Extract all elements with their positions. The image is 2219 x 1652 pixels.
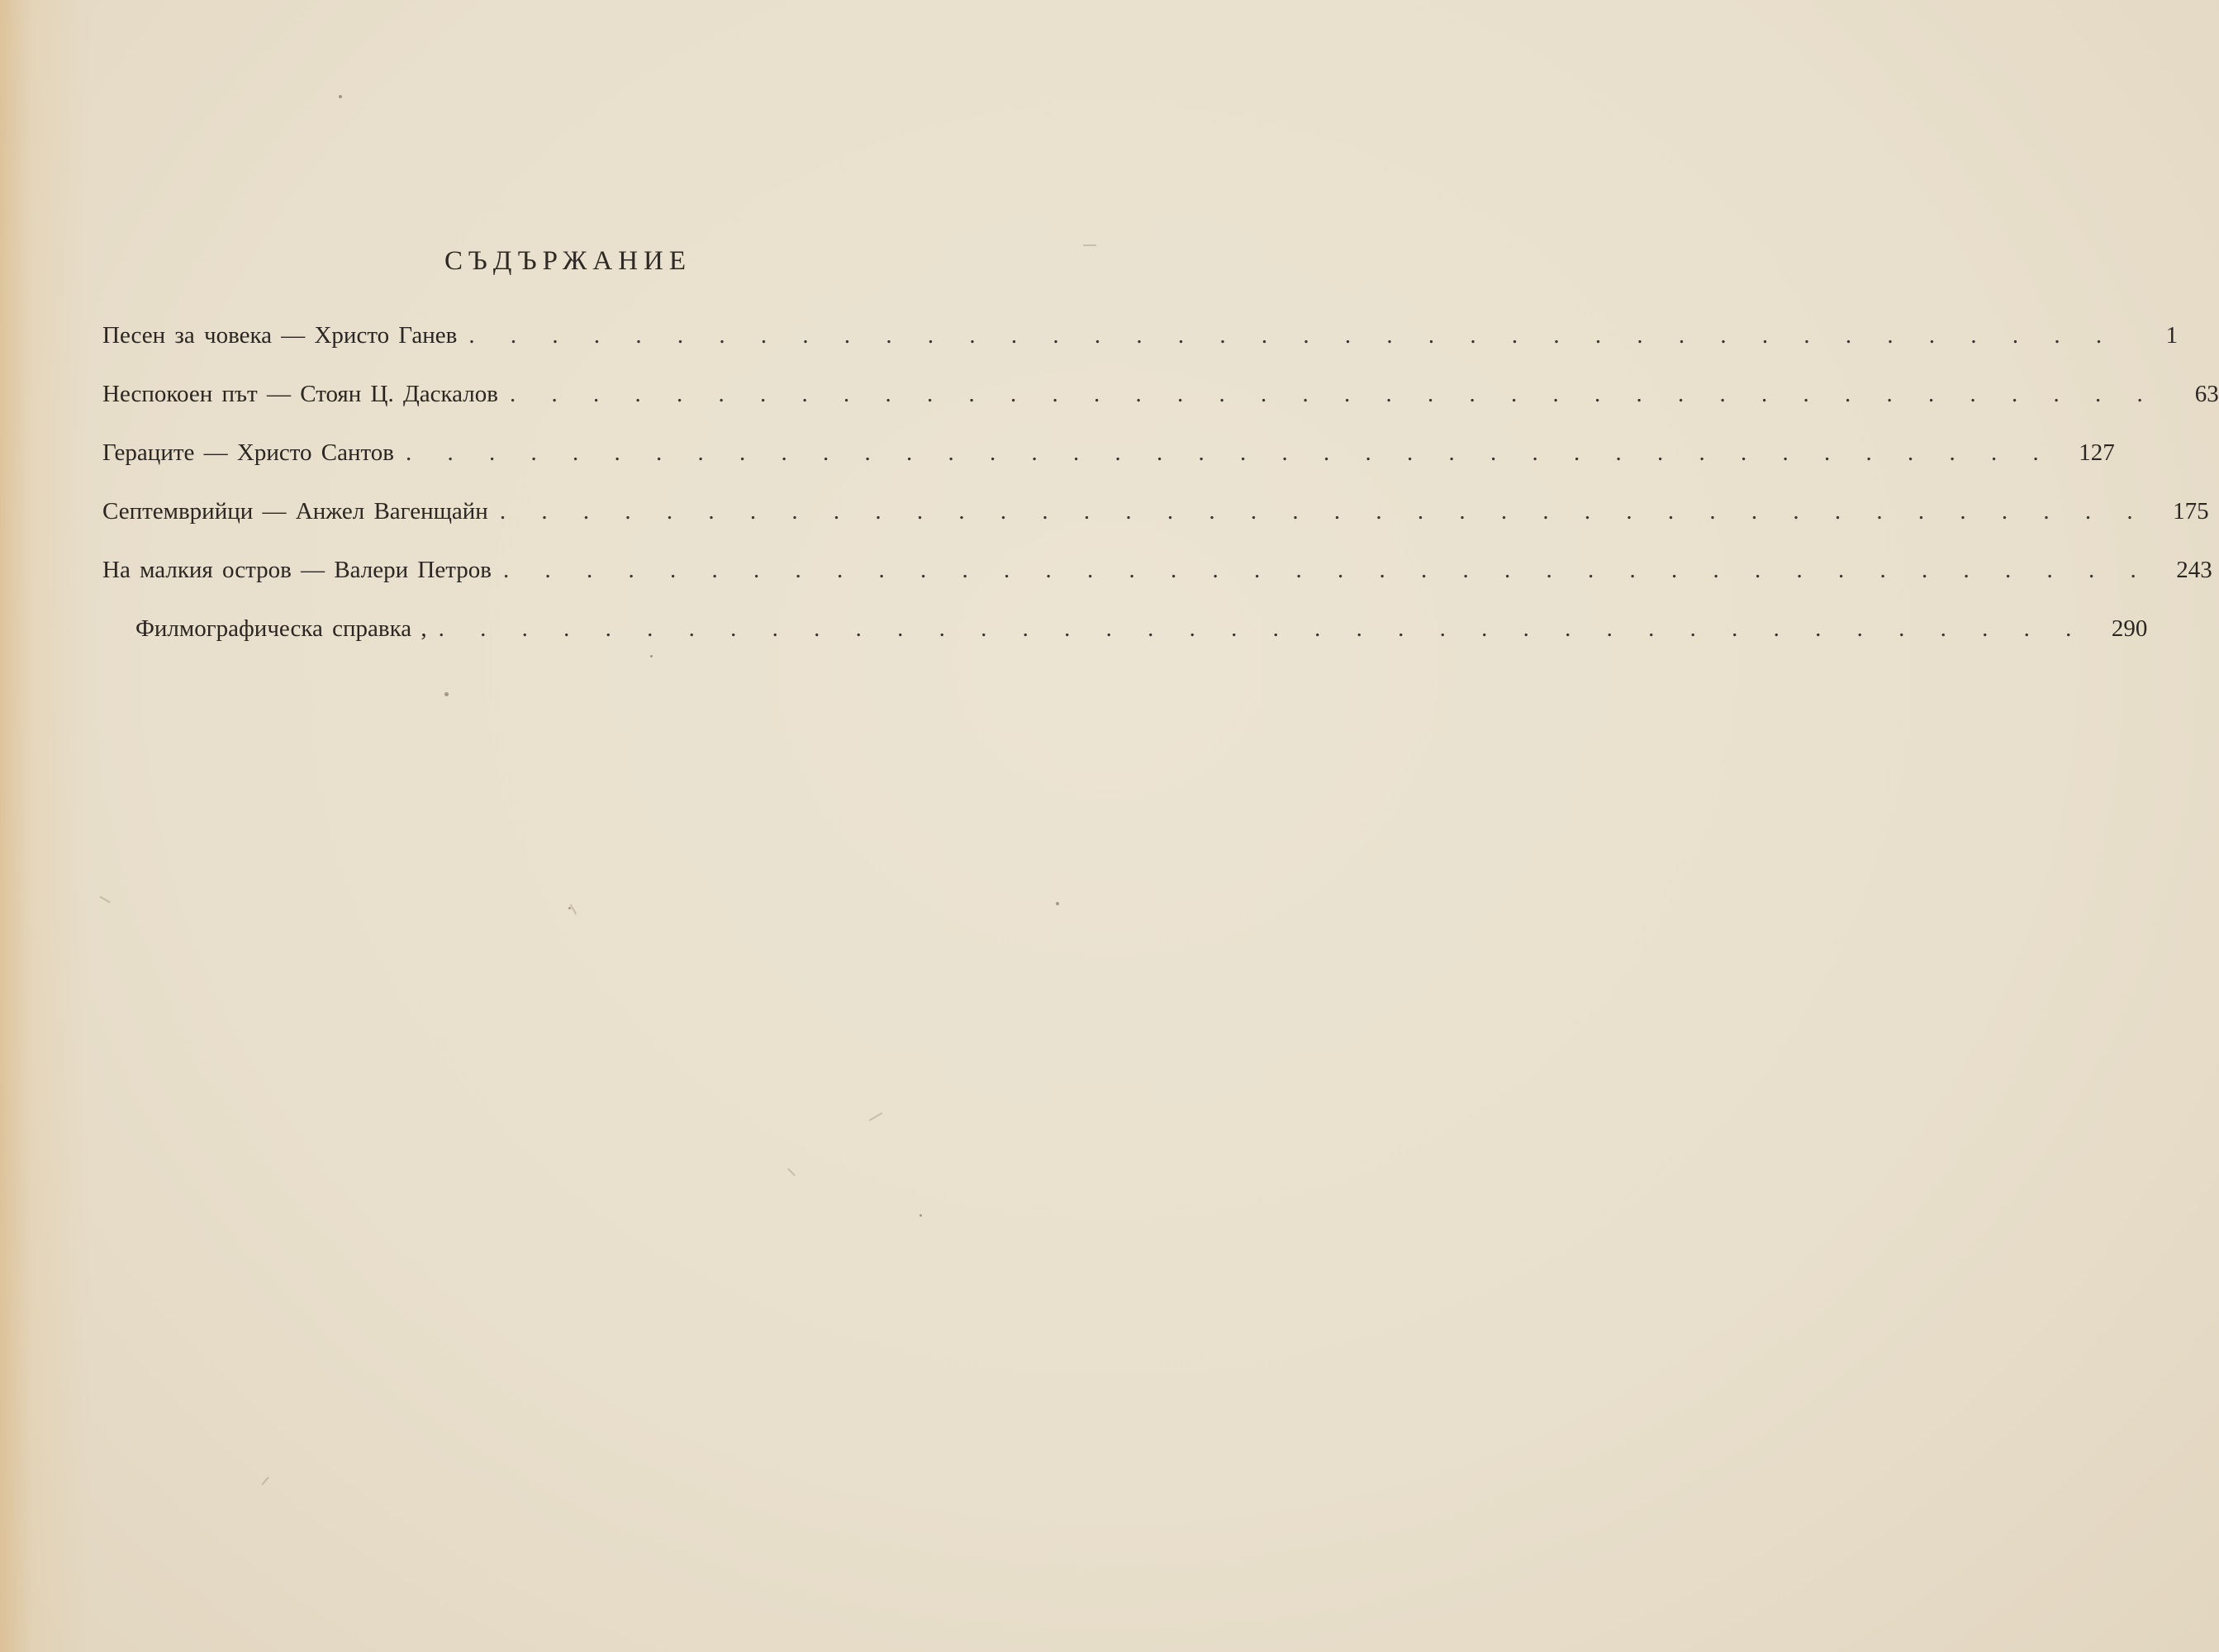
toc-entry-title: Песен за човека — Христо Ганев <box>102 322 458 349</box>
toc-entry-title: На малкия остров — Валери Петров <box>102 557 492 583</box>
toc-entry-page: 290 <box>2111 615 2148 642</box>
paper-fiber <box>261 1477 268 1485</box>
dot-leader: . . . . . . . . . . . . . . . . . . . . . . . . . . . . . . . . . . . . . . . . <box>405 439 2052 466</box>
toc-entry-page: 63 <box>2194 381 2219 407</box>
paper-speck <box>339 95 342 98</box>
toc-entry-title: Гераците — Христо Сантов <box>102 439 394 466</box>
dot-leader: . . . . . . . . . . . . . . . . . . . . . . . . . . . . . . . . . . . . . . . . <box>509 381 2156 407</box>
dot-leader: . . . . . . . . . . . . . . . . . . . . . . . . . . . . . . . . . . . . . . . . <box>502 557 2150 583</box>
paper-speck <box>444 692 449 696</box>
table-of-contents <box>102 319 2219 671</box>
paper-speck <box>650 655 653 657</box>
toc-entry <box>102 319 2179 377</box>
toc-entry-title: Септемврийци — Анжел Вагенщайн <box>102 498 488 525</box>
toc-entry-page: 1 <box>2165 322 2179 349</box>
paper-speck <box>919 1214 922 1217</box>
dot-leader: . . . . . . . . . . . . . . . . . . . . . . . . . . . . . . . . . . . . . . . . <box>438 615 2085 642</box>
paper-fiber <box>869 1113 883 1122</box>
toc-entry-title: Филмографическа справка , <box>135 615 427 642</box>
toc-entry <box>102 495 2209 553</box>
paper-speck <box>1056 902 1059 905</box>
dot-leader: . . . . . . . . . . . . . . . . . . . . . . . . . . . . . . . . . . . . . . . . <box>468 322 2116 349</box>
toc-entry-title: Неспокоен път — Стоян Ц. Даскалов <box>102 381 498 407</box>
toc-entry-page: 175 <box>2173 498 2209 525</box>
contents-heading: СЪДЪРЖАНИЕ <box>444 246 692 276</box>
toc-entry <box>102 436 2115 495</box>
toc-entry <box>102 553 2212 612</box>
paper-fiber <box>787 1168 796 1176</box>
toc-entry <box>102 612 2148 671</box>
paper-fiber <box>99 896 110 904</box>
toc-entry <box>102 377 2219 436</box>
paper-fiber <box>570 904 577 914</box>
paper-fiber <box>1083 244 1096 246</box>
toc-entry-page: 127 <box>2079 439 2115 466</box>
toc-entry-page: 243 <box>2176 557 2212 583</box>
dot-leader: . . . . . . . . . . . . . . . . . . . . . . . . . . . . . . . . . . . . . . . . <box>499 498 2146 525</box>
